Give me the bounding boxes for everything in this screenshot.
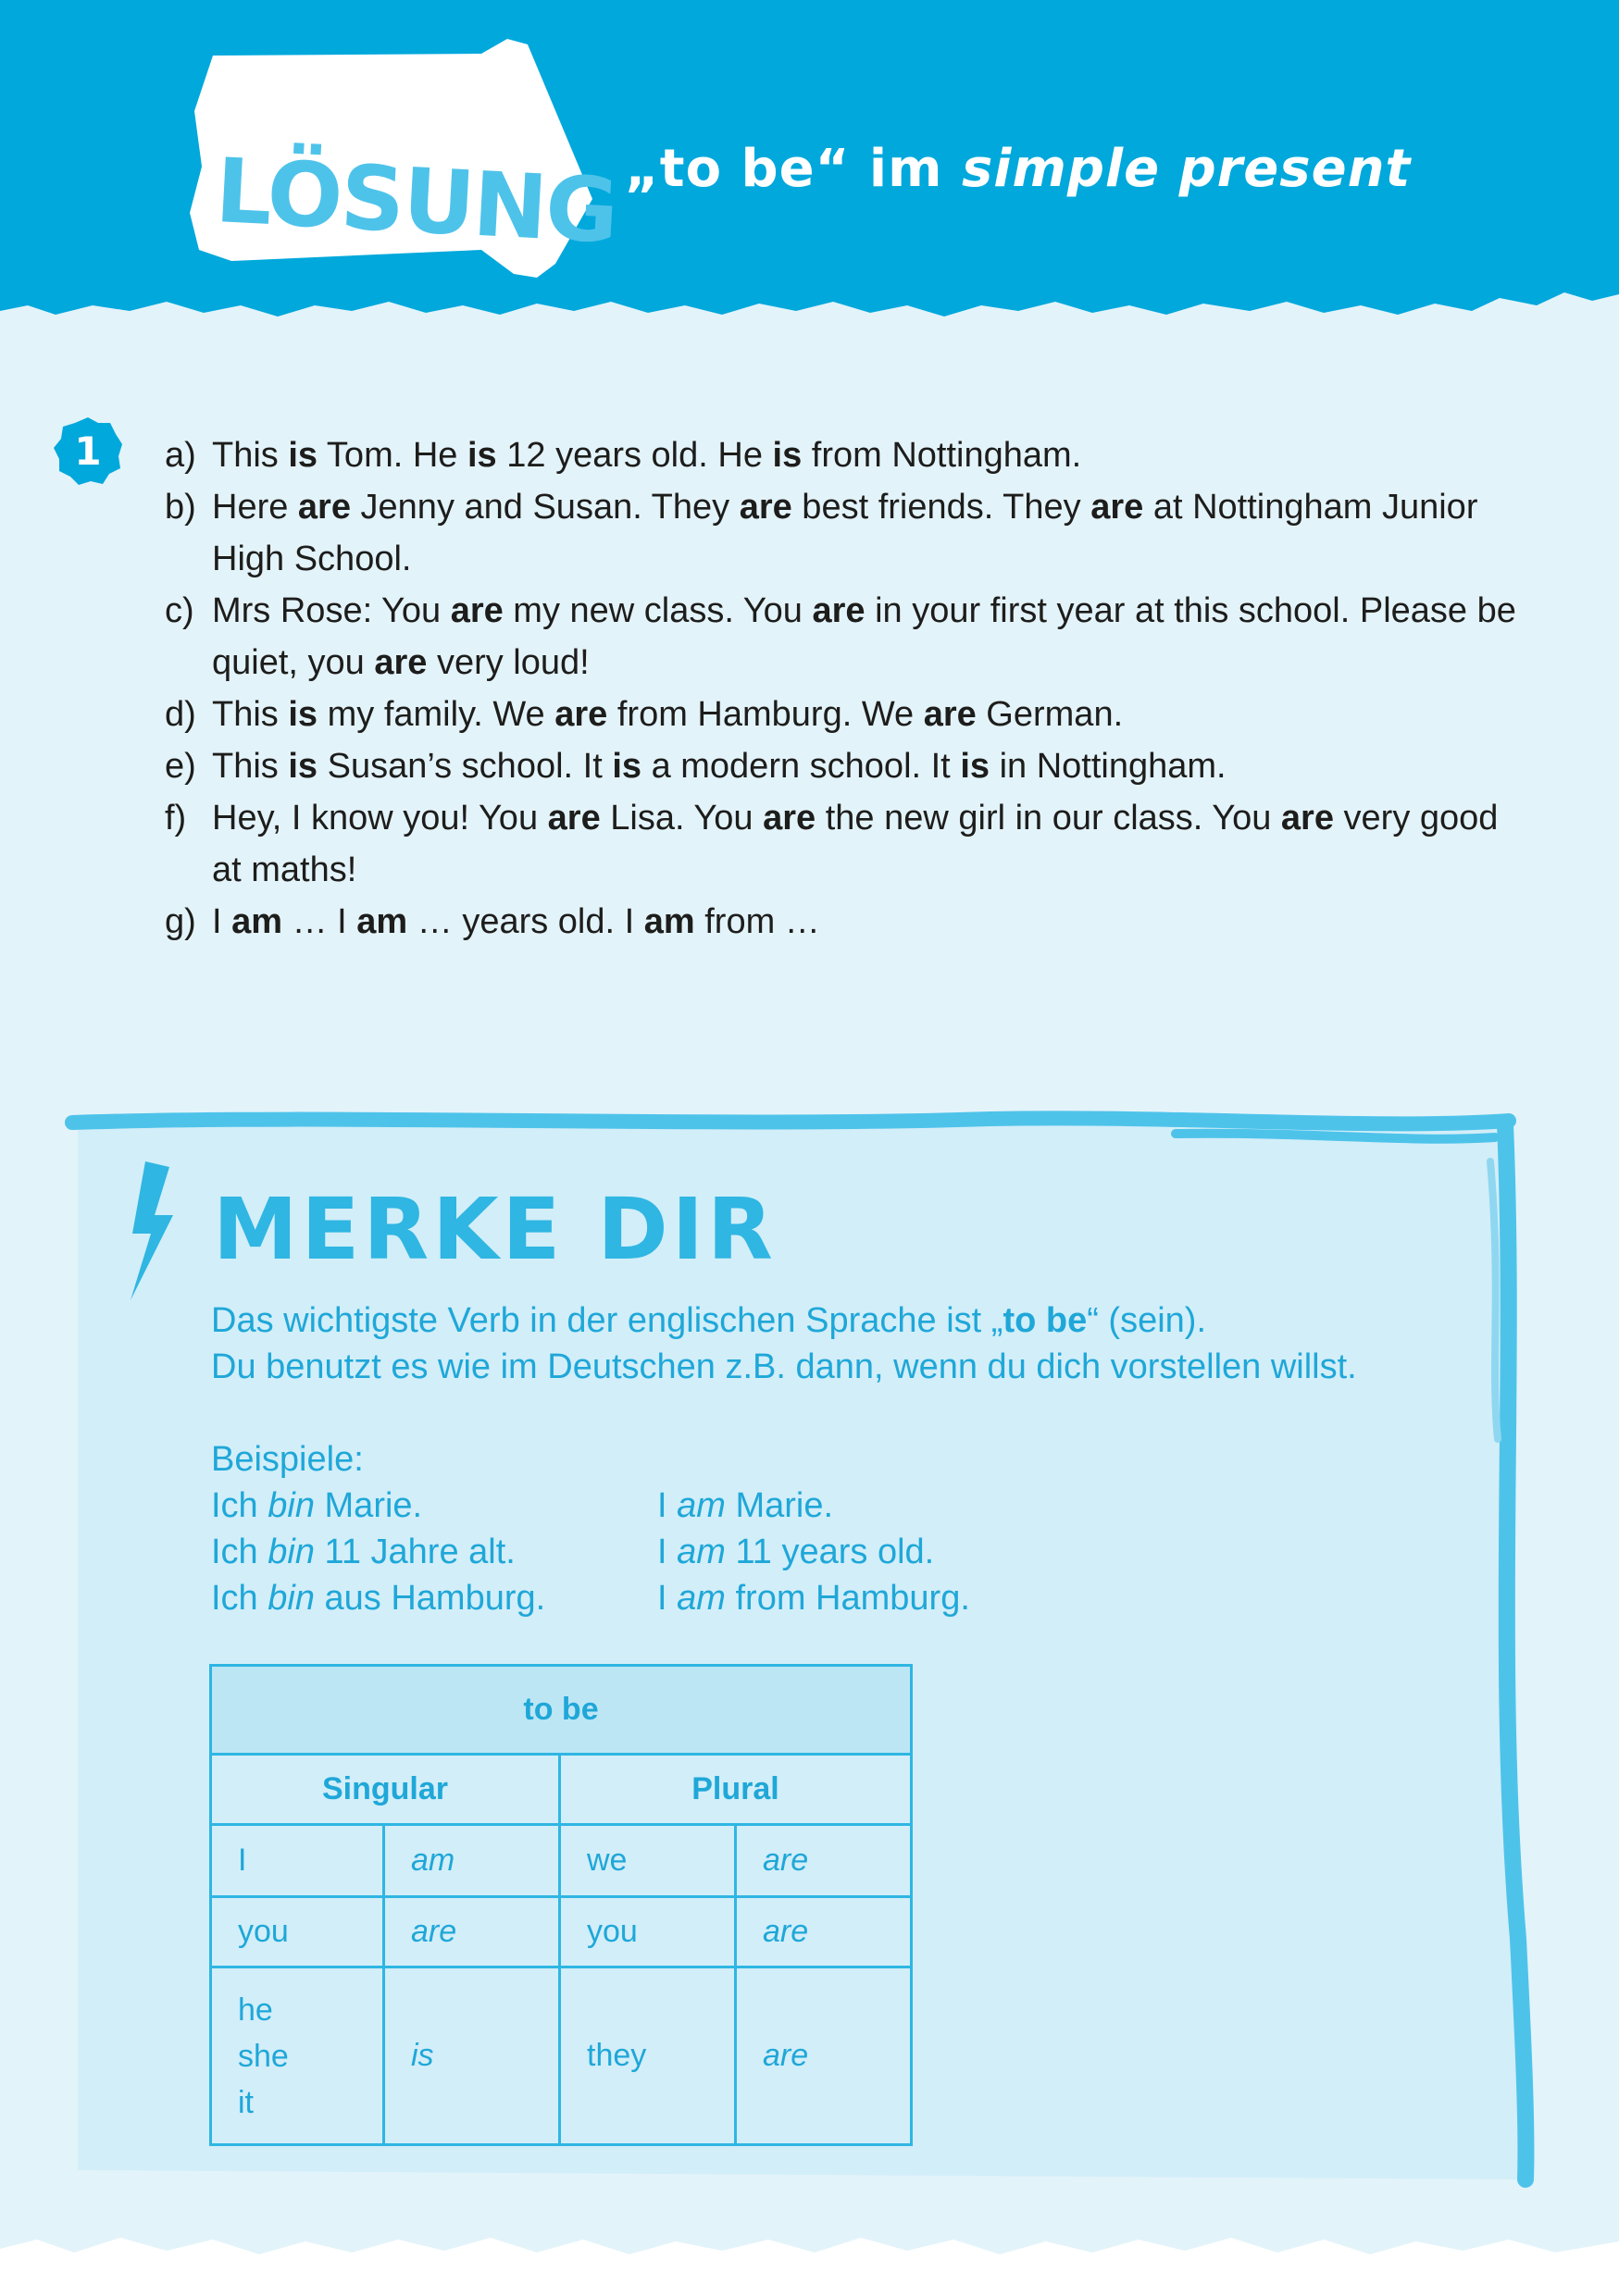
lightning-bolt-icon (125, 1161, 181, 1300)
merke-intro-line-1: Das wichtigste Verb in der englischen Sprache ist „to be“ (sein). (211, 1301, 1207, 1340)
example-en: I am from Hamburg. (657, 1579, 970, 1618)
exercise-item-label: a) (165, 436, 196, 475)
singular-verb: are (384, 1897, 560, 1967)
table-row (211, 1967, 912, 2145)
example-de: Ich bin aus Hamburg. (211, 1579, 546, 1618)
plural-verb: are (736, 1967, 912, 2145)
exercise-item-text: Mrs Rose: You are my new class. You are in your first year at this school. Please be quiet, you are very loud! (212, 591, 1516, 682)
page-title: „to be“ im simple present (625, 139, 1412, 199)
to-be-conjugation-table (209, 1664, 913, 2146)
exercise-item-text: I am … I am … years old. I am from … (212, 902, 820, 941)
header-band (0, 0, 1619, 352)
singular-pronoun: I (211, 1825, 384, 1897)
exercise-item-text: Hey, I know you! You are Lisa. You are the new girl in our class. You are very good at maths! (212, 799, 1499, 889)
plural-verb: are (736, 1897, 912, 1967)
plural-pronoun: they (560, 1967, 736, 2145)
solution-badge-text: LÖSUNG (213, 139, 619, 264)
plural-header: Plural (560, 1755, 912, 1825)
exercise-item-label: e) (165, 747, 196, 786)
table-header: to be (211, 1666, 912, 1755)
merke-title: MERKE DIR (213, 1180, 777, 1279)
exercise-number: 1 (74, 428, 102, 474)
exercise-item-label: c) (165, 591, 194, 630)
table-row (211, 1897, 912, 1967)
examples-english (657, 1483, 970, 1621)
exercise-item-label: b) (165, 488, 196, 527)
exercise-item-text: This is Susan’s school. It is a modern school. It is in Nottingham. (212, 747, 1227, 786)
plural-pronoun: we (560, 1825, 736, 1897)
pronoun-she: she (238, 2038, 289, 2074)
exercise-item-text: Here are Jenny and Susan. They are best friends. They are at Nottingham Junior High School. (212, 488, 1478, 578)
example-en: I am 11 years old. (657, 1533, 935, 1571)
singular-verb: am (384, 1825, 560, 1897)
singular-pronoun (211, 1967, 384, 2145)
exercise-item-label: f) (165, 799, 187, 838)
pronoun-he: he (238, 1992, 273, 2028)
singular-verb: is (384, 1967, 560, 2145)
exercise-item-text: This is my family. We are from Hamburg. We are German. (212, 695, 1124, 734)
bottom-torn-edge (0, 2212, 1619, 2296)
singular-pronoun: you (211, 1897, 384, 1967)
exercise-item-text: This is Tom. He is 12 years old. He is from Nottingham. (212, 436, 1082, 475)
examples-label: Beispiele: (211, 1440, 364, 1479)
table-row (211, 1825, 912, 1897)
example-de: Ich bin Marie. (211, 1486, 423, 1525)
exercise-item-label: d) (165, 695, 196, 734)
example-en: I am Marie. (657, 1486, 834, 1525)
examples-german (211, 1483, 545, 1621)
exercise-item-label: g) (165, 902, 196, 941)
singular-header: Singular (211, 1755, 560, 1825)
merke-intro-line-2: Du benutzt es wie im Deutschen z.B. dann, wenn du dich vorstellen willst. (211, 1347, 1357, 1386)
example-de: Ich bin 11 Jahre alt. (211, 1533, 516, 1571)
plural-verb: are (736, 1825, 912, 1897)
pronoun-it: it (238, 2084, 254, 2120)
plural-pronoun: you (560, 1897, 736, 1967)
